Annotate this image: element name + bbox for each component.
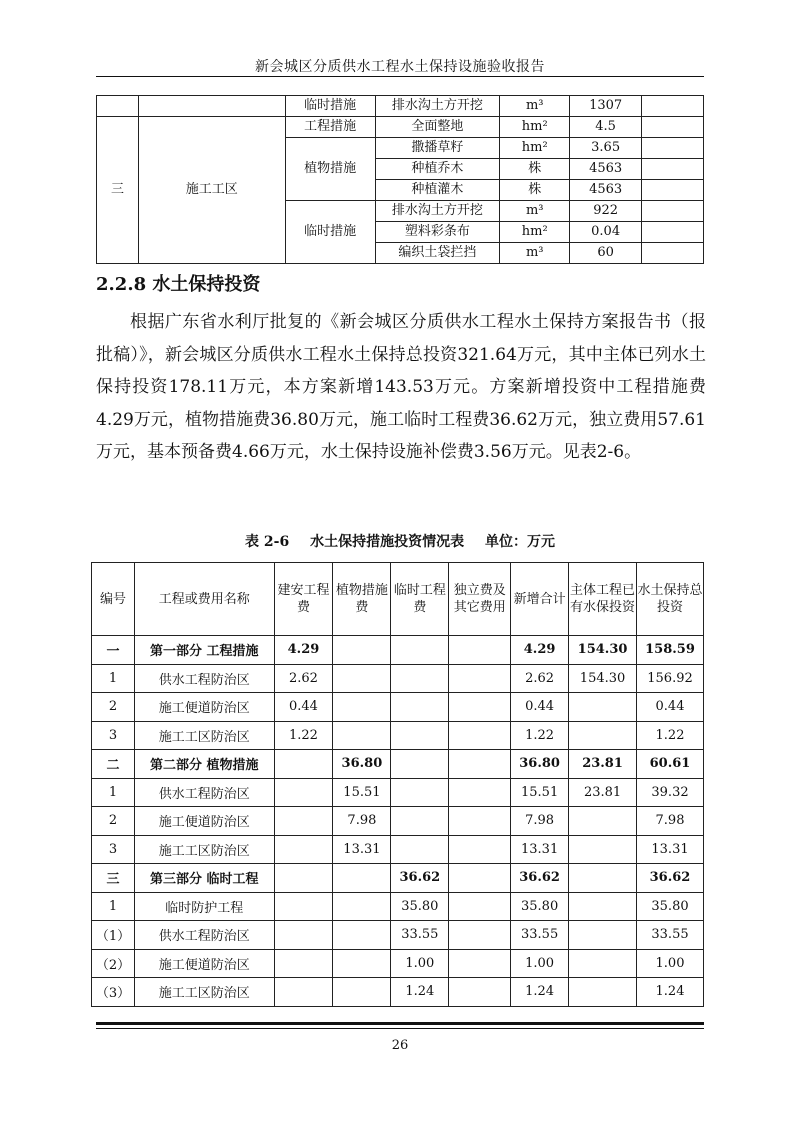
- table-cell: 36.62: [637, 864, 704, 893]
- table-cell: 第三部分 临时工程: [134, 864, 274, 893]
- table-cell: 35.80: [637, 892, 704, 921]
- table-cell: 全面整地: [375, 117, 500, 138]
- table-cell: 0.44: [637, 693, 704, 722]
- table-cell: [449, 721, 511, 750]
- table-cell: [391, 636, 449, 665]
- column-header: 主体工程已有水保投资: [569, 563, 637, 636]
- table-row: [92, 750, 704, 779]
- table-row: [97, 117, 704, 138]
- table-cell: 36.80: [511, 750, 569, 779]
- table-cell: 临时措施: [285, 96, 375, 117]
- table-cell: 60.61: [637, 750, 704, 779]
- table-cell: 供水工程防治区: [134, 664, 274, 693]
- table-cell: 3: [92, 835, 135, 864]
- table-cell: [569, 721, 637, 750]
- table-cell: 种植灌木: [375, 180, 500, 201]
- table-cell: m³: [500, 96, 570, 117]
- table-cell: [449, 921, 511, 950]
- table-cell: 1307: [570, 96, 642, 117]
- table-cell: hm²: [500, 138, 570, 159]
- table-cell: [569, 864, 637, 893]
- table-cell: [274, 921, 333, 950]
- table-cell: [391, 693, 449, 722]
- table-cell: [449, 978, 511, 1007]
- table-cell: [642, 138, 704, 159]
- table-cell: 三: [97, 117, 139, 264]
- table-cell: 33.55: [511, 921, 569, 950]
- table-row: [92, 949, 704, 978]
- table-cell: [642, 243, 704, 264]
- column-header: 建安工程费: [274, 563, 333, 636]
- table-cell: 36.62: [391, 864, 449, 893]
- table-cell: 施工工区: [138, 117, 285, 264]
- table-cell: [449, 693, 511, 722]
- table-cell: [333, 892, 391, 921]
- table-cell: 156.92: [637, 664, 704, 693]
- table-cell: [449, 892, 511, 921]
- table-cell: [274, 978, 333, 1007]
- table-cell: 2: [92, 807, 135, 836]
- table-cell: 三: [92, 864, 135, 893]
- table-row: [92, 835, 704, 864]
- table-cell: [333, 949, 391, 978]
- table-cell: [138, 96, 285, 117]
- table-cell: 2.62: [274, 664, 333, 693]
- table-cell: 施工便道防治区: [134, 949, 274, 978]
- table-cell: 23.81: [569, 750, 637, 779]
- header-rule: [96, 76, 704, 77]
- table-cell: 13.31: [333, 835, 391, 864]
- table-cell: 158.59: [637, 636, 704, 665]
- table-cell: [449, 778, 511, 807]
- table-cell: （1）: [92, 921, 135, 950]
- table-cell: [274, 750, 333, 779]
- table-cell: 154.30: [569, 636, 637, 665]
- table-cell: 4.5: [570, 117, 642, 138]
- table-cell: [274, 778, 333, 807]
- table-cell: [333, 864, 391, 893]
- table-cell: [569, 921, 637, 950]
- body-paragraph: 根据广东省水利厅批复的《新会城区分质供水工程水土保持方案报告书（报批稿）》，新会城区分质供水工程水土保持总投资321.64万元，其中主体已列水土保持投资178.11万元，本方案新增143.53万元。方案新增投资中工程措施费4.29万元，植物措施费36.80万元，施工临时工程费36.62万元，独立费用57.61万元，基本预备费4.66万元，水土保持设施补偿费3.56万元。见表2-6。: [96, 312, 706, 462]
- column-header: 工程或费用名称: [134, 563, 274, 636]
- table-cell: 4563: [570, 180, 642, 201]
- table-cell: 23.81: [569, 778, 637, 807]
- table-cell: 1: [92, 892, 135, 921]
- table-cell: 1: [92, 778, 135, 807]
- table-cell: [642, 159, 704, 180]
- table-cell: [333, 721, 391, 750]
- table-cell: 植物措施: [285, 138, 375, 201]
- table-cell: （3）: [92, 978, 135, 1007]
- continued-measures-table: [96, 95, 704, 264]
- table-cell: 二: [92, 750, 135, 779]
- table-row: [92, 978, 704, 1007]
- table-cell: 0.44: [511, 693, 569, 722]
- table-cell: 36.80: [333, 750, 391, 779]
- table-cell: 35.80: [511, 892, 569, 921]
- table-cell: 60: [570, 243, 642, 264]
- table-cell: [274, 864, 333, 893]
- table-cell: [274, 835, 333, 864]
- table-cell: hm²: [500, 117, 570, 138]
- table-cell: 供水工程防治区: [134, 778, 274, 807]
- table-cell: 7.98: [511, 807, 569, 836]
- table-cell: 1.00: [637, 949, 704, 978]
- table-cell: [333, 636, 391, 665]
- table-cell: hm²: [500, 222, 570, 243]
- table-cell: [274, 807, 333, 836]
- table-cell: [642, 201, 704, 222]
- table-cell: 供水工程防治区: [134, 921, 274, 950]
- table-cell: 1.22: [511, 721, 569, 750]
- table-cell: [333, 693, 391, 722]
- table-row: [92, 778, 704, 807]
- table-cell: [642, 180, 704, 201]
- table-cell: 15.51: [511, 778, 569, 807]
- table-cell: 临时防护工程: [134, 892, 274, 921]
- table-cell: [449, 835, 511, 864]
- table-cell: 3: [92, 721, 135, 750]
- table-cell: [333, 921, 391, 950]
- footer-rule: [96, 1028, 704, 1029]
- table-cell: 0.44: [274, 693, 333, 722]
- table-cell: 临时措施: [285, 201, 375, 264]
- table-cell: 7.98: [333, 807, 391, 836]
- table-cell: [391, 778, 449, 807]
- table-cell: [274, 892, 333, 921]
- table-caption-unit: 单位：万元: [484, 534, 555, 550]
- table-row: [92, 636, 704, 665]
- table-cell: 塑料彩条布: [375, 222, 500, 243]
- table-cell: 排水沟土方开挖: [375, 201, 500, 222]
- table-cell: 1.24: [637, 978, 704, 1007]
- table-cell: [449, 750, 511, 779]
- table-cell: （2）: [92, 949, 135, 978]
- table-caption: [0, 531, 800, 551]
- table-row: [97, 96, 704, 117]
- section-heading: 2.2.8 水土保持投资: [96, 274, 261, 295]
- table-row: [92, 921, 704, 950]
- column-header: 新增合计: [511, 563, 569, 636]
- table-cell: 1.22: [637, 721, 704, 750]
- column-header: 独立费及其它费用: [449, 563, 511, 636]
- table-cell: 株: [500, 159, 570, 180]
- investment-table: [91, 562, 704, 1007]
- table-cell: [391, 721, 449, 750]
- table-cell: [97, 96, 139, 117]
- table-cell: 33.55: [391, 921, 449, 950]
- table-cell: [391, 835, 449, 864]
- column-header: 水土保持总投资: [637, 563, 704, 636]
- table-header-row: [92, 563, 704, 636]
- table-cell: [642, 222, 704, 243]
- footer-rule: [96, 1022, 704, 1025]
- table-cell: 1: [92, 664, 135, 693]
- page-header-title: 新会城区分质供水工程水土保持设施验收报告: [255, 59, 545, 75]
- table-cell: 1.24: [391, 978, 449, 1007]
- table-cell: [449, 949, 511, 978]
- table-caption-title: 水土保持措施投资情况表: [310, 534, 465, 550]
- table-cell: 13.31: [511, 835, 569, 864]
- table-row: [92, 664, 704, 693]
- table-cell: 1.00: [391, 949, 449, 978]
- column-header: 植物措施费: [333, 563, 391, 636]
- table-cell: [642, 117, 704, 138]
- table-cell: 施工工区防治区: [134, 835, 274, 864]
- table-cell: [391, 664, 449, 693]
- table-cell: [391, 750, 449, 779]
- table-cell: 1.22: [274, 721, 333, 750]
- table-row: [92, 721, 704, 750]
- table-cell: [333, 664, 391, 693]
- page-number: 26: [391, 1038, 409, 1053]
- table-cell: 2: [92, 693, 135, 722]
- table-cell: 15.51: [333, 778, 391, 807]
- table-cell: 36.62: [511, 864, 569, 893]
- table-cell: 1.00: [511, 949, 569, 978]
- table-row: [92, 807, 704, 836]
- table-cell: [569, 892, 637, 921]
- table-cell: 33.55: [637, 921, 704, 950]
- table-cell: [274, 949, 333, 978]
- table-cell: [642, 96, 704, 117]
- table-row: [92, 864, 704, 893]
- table-row: [92, 693, 704, 722]
- table-cell: 施工工区防治区: [134, 978, 274, 1007]
- table-row: [92, 892, 704, 921]
- table-cell: [569, 949, 637, 978]
- table-cell: 4.29: [511, 636, 569, 665]
- table-cell: 施工便道防治区: [134, 807, 274, 836]
- table-cell: 35.80: [391, 892, 449, 921]
- column-header: 临时工程费: [391, 563, 449, 636]
- table-cell: [569, 835, 637, 864]
- table-cell: [569, 693, 637, 722]
- table-cell: 一: [92, 636, 135, 665]
- table-cell: 工程措施: [285, 117, 375, 138]
- table-cell: [569, 807, 637, 836]
- table-cell: 922: [570, 201, 642, 222]
- table-caption-number: 表 2-6: [245, 534, 290, 550]
- table-cell: 4.29: [274, 636, 333, 665]
- table-cell: [569, 978, 637, 1007]
- table-cell: 3.65: [570, 138, 642, 159]
- table-cell: 0.04: [570, 222, 642, 243]
- table-cell: 1.24: [511, 978, 569, 1007]
- table-cell: 第二部分 植物措施: [134, 750, 274, 779]
- table-cell: [449, 636, 511, 665]
- table-cell: [333, 978, 391, 1007]
- column-header: 编号: [92, 563, 135, 636]
- table-cell: 施工便道防治区: [134, 693, 274, 722]
- table-cell: 2.62: [511, 664, 569, 693]
- table-cell: 第一部分 工程措施: [134, 636, 274, 665]
- table-cell: [391, 807, 449, 836]
- table-cell: [449, 864, 511, 893]
- table-cell: 种植乔木: [375, 159, 500, 180]
- table-cell: [449, 807, 511, 836]
- table-cell: 4563: [570, 159, 642, 180]
- table-cell: 撒播草籽: [375, 138, 500, 159]
- table-cell: 排水沟土方开挖: [375, 96, 500, 117]
- table-cell: [449, 664, 511, 693]
- table-cell: m³: [500, 243, 570, 264]
- table-cell: 施工工区防治区: [134, 721, 274, 750]
- table-cell: 7.98: [637, 807, 704, 836]
- table-cell: 39.32: [637, 778, 704, 807]
- table-cell: m³: [500, 201, 570, 222]
- table-cell: 154.30: [569, 664, 637, 693]
- table-cell: 13.31: [637, 835, 704, 864]
- table-cell: 编织土袋拦挡: [375, 243, 500, 264]
- table-cell: 株: [500, 180, 570, 201]
